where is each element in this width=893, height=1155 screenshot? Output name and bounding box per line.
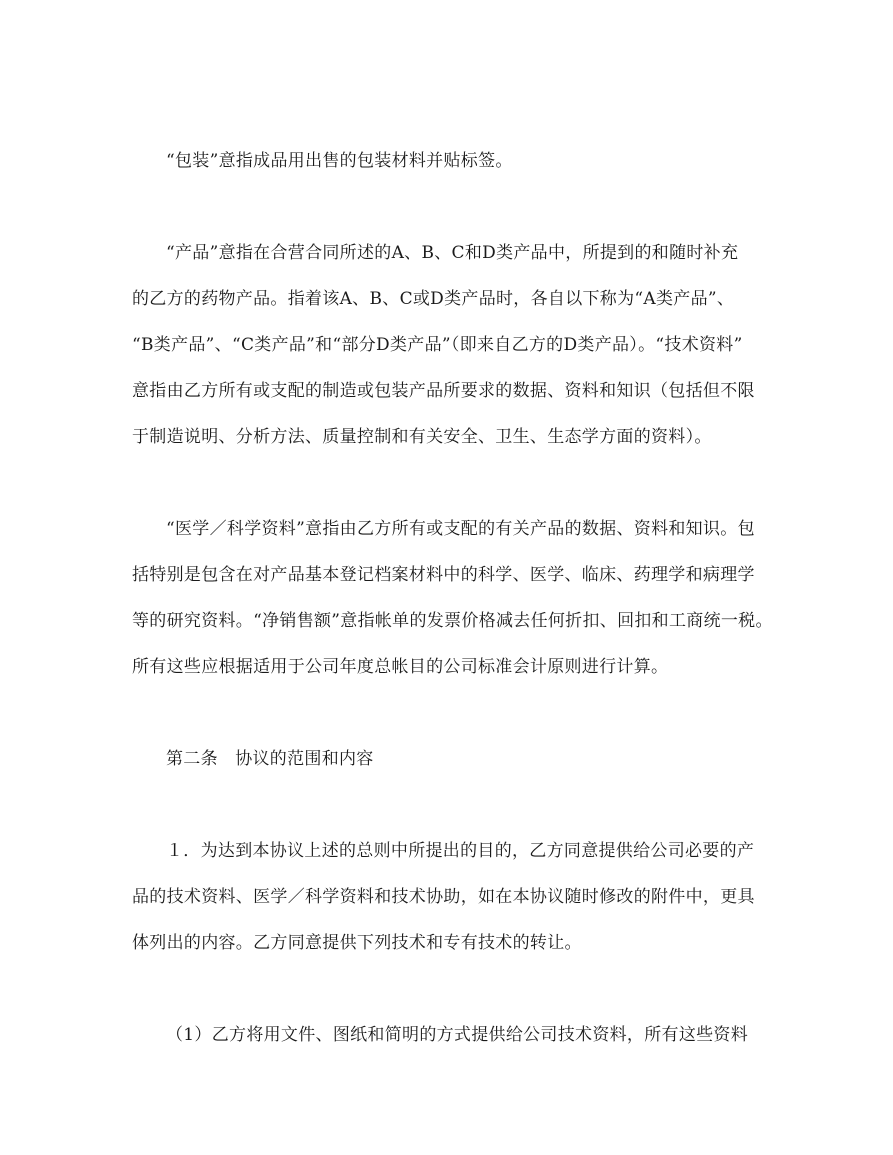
- medical-data-definition-line-3: 等的研究资料。“净销售额”意指帐单的发票价格减去任何折扣、回扣和工商统一税。: [132, 611, 773, 631]
- clause-1-line-1: １．为达到本协议上述的总则中所提出的目的，乙方同意提供给公司必要的产: [166, 841, 755, 861]
- medical-data-definition-line-2: 括特别是包含在对产品基本登记档案材料中的科学、医学、临床、药理学和病理学: [132, 565, 755, 585]
- medical-data-definition-line-1: “医学／科学资料”意指由乙方所有或支配的有关产品的数据、资料和知识。包: [166, 519, 755, 539]
- article-2-heading: 第二条 协议的范围和内容: [166, 749, 374, 769]
- product-definition-line-5: 于制造说明、分析方法、质量控制和有关安全、卫生、生态学方面的资料）。: [132, 427, 712, 447]
- clause-1-line-2: 品的技术资料、医学／科学资料和技术协助，如在本协议随时修改的附件中，更具: [132, 887, 755, 907]
- sub-clause-1-line-1: （1）乙方将用文件、图纸和简明的方式提供给公司技术资料，所有这些资料: [166, 1025, 749, 1045]
- product-definition-line-4: 意指由乙方所有或支配的制造或包装产品所要求的数据、资料和知识（包括但不限: [132, 381, 755, 401]
- product-definition-line-3: “B类产品”、“C类产品”和“部分D类产品”（即来自乙方的D类产品）。“技术资料”: [132, 335, 743, 355]
- packaging-definition: “包装”意指成品用出售的包装材料并贴标签。: [166, 151, 513, 171]
- product-definition-line-1: “产品”意指在合营合同所述的A、B、C和D类产品中，所提到的和随时补充: [166, 243, 739, 263]
- product-definition-line-2: 的乙方的药物产品。指着该A、B、C或D类产品时，各自以下称为“A类产品”、: [132, 289, 735, 309]
- clause-1-line-3: 体列出的内容。乙方同意提供下列技术和专有技术的转让。: [132, 933, 582, 953]
- medical-data-definition-line-4: 所有这些应根据适用于公司年度总帐目的公司标准会计原则进行计算。: [132, 657, 669, 677]
